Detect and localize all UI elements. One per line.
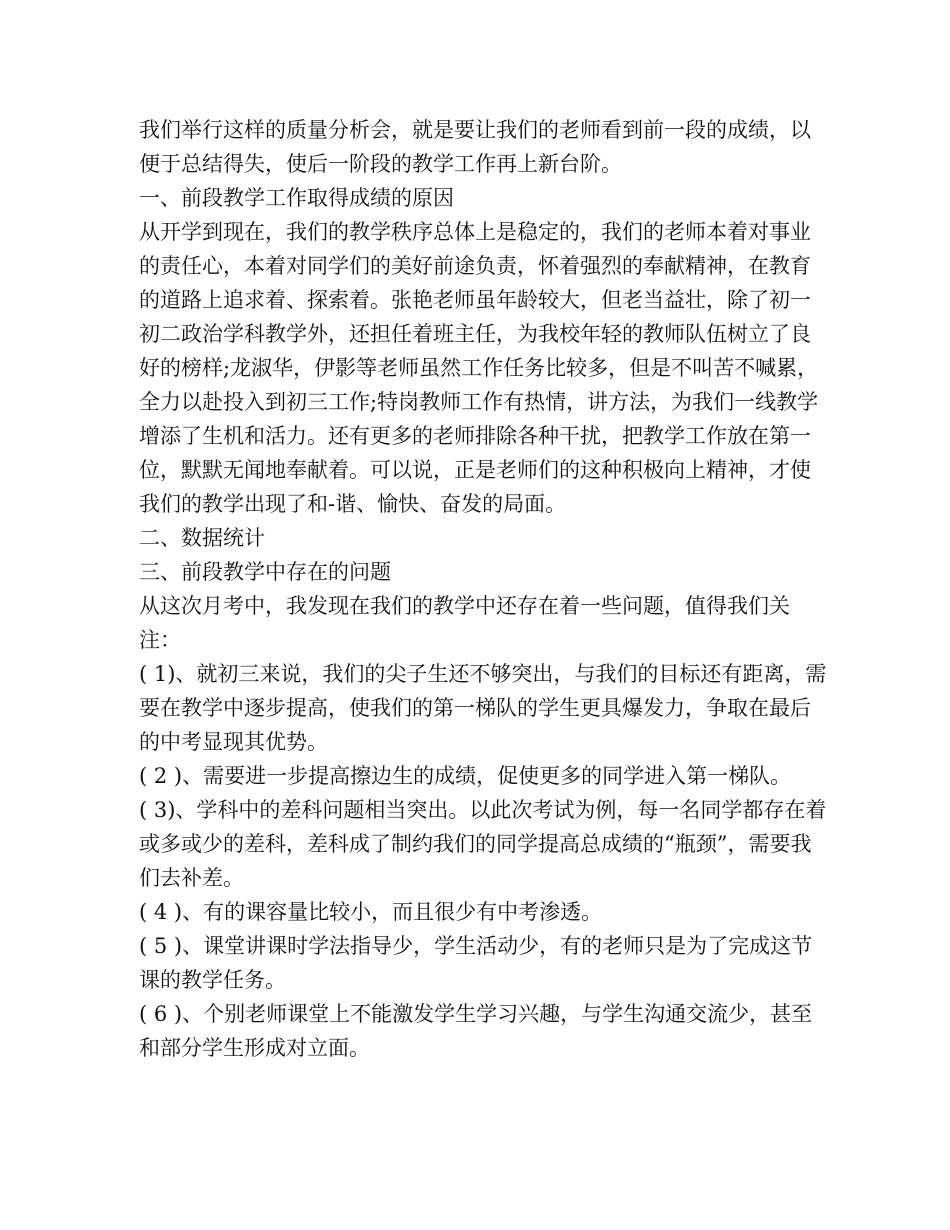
document-body — [139, 113, 829, 1065]
paragraph-achievements: 从开学到现在，我们的教学秩序总体上是稳定的，我们的老师本着对事业的责任心，本着对同学们的美好前途负责，怀着强烈的奉献精神，在教育的道路上追求着、探索着。张艳老师虽年龄较大，但老当益壮，除了初一初二政治学科教学外，还担任着班主任，为我校年轻的教师队伍树立了良好的榜样;龙淑华，伊影等老师虽然工作任务比较多，但是不叫苦不喊累，全力以赴投入到初三工作;特岗教师工作有热情，讲方法，为我们一线教学增添了生机和活力。还有更多的老师排除各种干扰，把教学工作放在第一位，默默无闻地奉献着。可以说，正是老师们的这种积极向上精神，才使我们的教学出现了和-谐、愉快、奋发的局面。 — [139, 220, 819, 516]
list-item-problem-5: ( 5 )、课堂讲课时学法指导少，学生活动少，有的老师只是为了完成这节课的教学任务。 — [139, 934, 813, 992]
list-item-problem-4: ( 4 )、有的课容量比较小，而且很少有中考渗透。 — [139, 900, 603, 924]
paragraph-intro: 我们举行这样的质量分析会，就是要让我们的老师看到前一段的成绩，以便于总结得失，使后一阶段的教学工作再上新台阶。 — [139, 118, 811, 176]
list-item-problem-2: ( 2 )、需要进一步提高擦边生的成绩，促使更多的同学进入第一梯队。 — [139, 764, 792, 788]
paragraph-problems-intro: 从这次月考中，我发现在我们的教学中还存在着一些问题，值得我们关注： — [139, 594, 790, 652]
list-item-problem-1: ( 1)、就初三来说，我们的尖子生还不够突出，与我们的目标还有距离，需要在教学中逐步提高，使我们的第一梯队的学生更具爆发力，争取在最后的中考显现其优势。 — [139, 662, 827, 754]
list-item-problem-6: ( 6 )、个别老师课堂上不能激发学生学习兴趣，与学生沟通交流少，甚至和部分学生形成对立面。 — [139, 1002, 813, 1060]
section-heading-3: 三、前段教学中存在的问题 — [139, 560, 391, 584]
section-heading-1: 一、前段教学工作取得成绩的原因 — [139, 186, 454, 210]
section-heading-2: 二、数据统计 — [139, 526, 265, 550]
list-item-problem-3: ( 3)、学科中的差科问题相当突出。以此次考试为例，每一名同学都存在着或多或少的差科，差科成了制约我们的同学提高总成绩的“瓶颈”，需要我们去补差。 — [139, 798, 827, 890]
